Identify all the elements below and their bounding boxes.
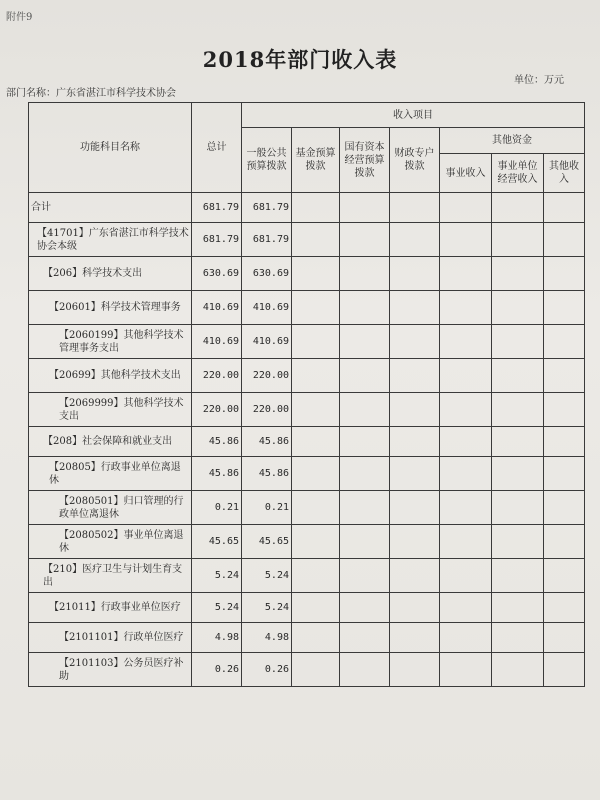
- empty-cell: [544, 193, 585, 223]
- empty-cell: [390, 593, 440, 623]
- empty-cell: [440, 559, 492, 593]
- empty-cell: [340, 525, 390, 559]
- empty-cell: [340, 593, 390, 623]
- empty-cell: [292, 525, 340, 559]
- row-name: 【21011】行政事业单位医疗: [29, 593, 192, 623]
- empty-cell: [544, 291, 585, 325]
- empty-cell: [390, 457, 440, 491]
- table-row: [29, 193, 585, 223]
- empty-cell: [340, 559, 390, 593]
- header-fund-budget: 基金预算拨款: [292, 128, 340, 193]
- empty-cell: [390, 257, 440, 291]
- table-row: [29, 559, 585, 593]
- empty-cell: [292, 393, 340, 427]
- row-name: 【2101101】行政单位医疗: [29, 623, 192, 653]
- row-general-budget: 410.69: [242, 325, 292, 359]
- empty-cell: [292, 653, 340, 687]
- empty-cell: [544, 623, 585, 653]
- row-total: 4.98: [192, 623, 242, 653]
- header-other-funds: 其他资金: [440, 128, 585, 154]
- row-name: 【41701】广东省湛江市科学技术协会本级: [29, 223, 192, 257]
- empty-cell: [440, 653, 492, 687]
- empty-cell: [390, 491, 440, 525]
- empty-cell: [492, 257, 544, 291]
- empty-cell: [340, 491, 390, 525]
- row-total: 681.79: [192, 193, 242, 223]
- page-title: 2018年部门收入表: [202, 47, 398, 72]
- empty-cell: [440, 325, 492, 359]
- table-row: [29, 393, 585, 427]
- empty-cell: [440, 291, 492, 325]
- empty-cell: [544, 653, 585, 687]
- header-unit-operating: 事业单位经营收入: [492, 154, 544, 193]
- empty-cell: [340, 193, 390, 223]
- row-total: 220.00: [192, 359, 242, 393]
- empty-cell: [544, 593, 585, 623]
- empty-cell: [390, 653, 440, 687]
- empty-cell: [390, 427, 440, 457]
- row-general-budget: 45.86: [242, 427, 292, 457]
- row-total: 5.24: [192, 593, 242, 623]
- table-row: [29, 653, 585, 687]
- row-total: 0.26: [192, 653, 242, 687]
- empty-cell: [340, 457, 390, 491]
- row-name: 合计: [29, 193, 192, 223]
- row-general-budget: 4.98: [242, 623, 292, 653]
- empty-cell: [390, 223, 440, 257]
- header-state-capital: 国有资本经营预算拨款: [340, 128, 390, 193]
- empty-cell: [492, 559, 544, 593]
- table-row: [29, 325, 585, 359]
- row-general-budget: 681.79: [242, 193, 292, 223]
- empty-cell: [544, 257, 585, 291]
- empty-cell: [440, 223, 492, 257]
- empty-cell: [390, 525, 440, 559]
- row-general-budget: 5.24: [242, 559, 292, 593]
- empty-cell: [544, 393, 585, 427]
- row-name: 【20601】科学技术管理事务: [29, 291, 192, 325]
- empty-cell: [292, 291, 340, 325]
- empty-cell: [340, 223, 390, 257]
- header-total: 总计: [192, 103, 242, 193]
- row-name: 【2069999】其他科学技术支出: [29, 393, 192, 427]
- row-total: 45.65: [192, 525, 242, 559]
- empty-cell: [390, 291, 440, 325]
- empty-cell: [440, 457, 492, 491]
- table-row: [29, 491, 585, 525]
- empty-cell: [292, 359, 340, 393]
- empty-cell: [492, 593, 544, 623]
- empty-cell: [340, 325, 390, 359]
- empty-cell: [492, 623, 544, 653]
- empty-cell: [492, 491, 544, 525]
- row-general-budget: 0.26: [242, 653, 292, 687]
- attachment-label: 附件9: [6, 12, 33, 23]
- row-general-budget: 5.24: [242, 593, 292, 623]
- empty-cell: [390, 393, 440, 427]
- empty-cell: [292, 623, 340, 653]
- row-total: 630.69: [192, 257, 242, 291]
- row-name: 【2080502】事业单位离退休: [29, 525, 192, 559]
- empty-cell: [440, 525, 492, 559]
- table-row: [29, 291, 585, 325]
- empty-cell: [440, 623, 492, 653]
- header-business-income: 事业收入: [440, 154, 492, 193]
- empty-cell: [492, 457, 544, 491]
- empty-cell: [440, 257, 492, 291]
- row-total: 45.86: [192, 457, 242, 491]
- header-general-budget: 一般公共预算拨款: [242, 128, 292, 193]
- empty-cell: [440, 427, 492, 457]
- empty-cell: [492, 427, 544, 457]
- row-general-budget: 220.00: [242, 393, 292, 427]
- row-name: 【2060199】其他科学技术管理事务支出: [29, 325, 192, 359]
- row-total: 220.00: [192, 393, 242, 427]
- income-table: [28, 102, 585, 687]
- row-name: 【20699】其他科学技术支出: [29, 359, 192, 393]
- empty-cell: [440, 593, 492, 623]
- header-income-items: 收入项目: [242, 103, 585, 128]
- empty-cell: [292, 325, 340, 359]
- empty-cell: [340, 393, 390, 427]
- empty-cell: [544, 223, 585, 257]
- header-fiscal-special: 财政专户拨款: [390, 128, 440, 193]
- empty-cell: [544, 525, 585, 559]
- empty-cell: [440, 491, 492, 525]
- empty-cell: [292, 223, 340, 257]
- row-name: 【20805】行政事业单位离退休: [29, 457, 192, 491]
- row-total: 45.86: [192, 427, 242, 457]
- row-general-budget: 0.21: [242, 491, 292, 525]
- row-total: 681.79: [192, 223, 242, 257]
- empty-cell: [492, 291, 544, 325]
- unit-label: 单位：万元: [514, 75, 564, 86]
- empty-cell: [340, 291, 390, 325]
- empty-cell: [292, 457, 340, 491]
- empty-cell: [492, 359, 544, 393]
- empty-cell: [340, 359, 390, 393]
- empty-cell: [544, 559, 585, 593]
- empty-cell: [440, 359, 492, 393]
- empty-cell: [492, 393, 544, 427]
- empty-cell: [390, 559, 440, 593]
- row-general-budget: 681.79: [242, 223, 292, 257]
- row-name: 【208】社会保障和就业支出: [29, 427, 192, 457]
- row-general-budget: 45.65: [242, 525, 292, 559]
- empty-cell: [544, 427, 585, 457]
- empty-cell: [340, 427, 390, 457]
- empty-cell: [390, 193, 440, 223]
- row-total: 5.24: [192, 559, 242, 593]
- empty-cell: [292, 491, 340, 525]
- table-row: [29, 457, 585, 491]
- table-row: [29, 525, 585, 559]
- empty-cell: [292, 559, 340, 593]
- row-general-budget: 45.86: [242, 457, 292, 491]
- header-item-name: 功能科目名称: [29, 103, 192, 193]
- row-name: 【2080501】归口管理的行政单位离退休: [29, 491, 192, 525]
- row-general-budget: 220.00: [242, 359, 292, 393]
- empty-cell: [544, 359, 585, 393]
- empty-cell: [340, 257, 390, 291]
- empty-cell: [292, 593, 340, 623]
- row-general-budget: 410.69: [242, 291, 292, 325]
- row-name: 【2101103】公务员医疗补助: [29, 653, 192, 687]
- empty-cell: [492, 325, 544, 359]
- empty-cell: [440, 193, 492, 223]
- table-row: [29, 623, 585, 653]
- row-total: 410.69: [192, 325, 242, 359]
- header-other-income: 其他收入: [544, 154, 585, 193]
- empty-cell: [340, 623, 390, 653]
- empty-cell: [492, 223, 544, 257]
- empty-cell: [544, 325, 585, 359]
- department-label: 部门名称：广东省湛江市科学技术协会: [6, 88, 176, 99]
- empty-cell: [340, 653, 390, 687]
- table-row: [29, 593, 585, 623]
- empty-cell: [390, 325, 440, 359]
- empty-cell: [292, 193, 340, 223]
- row-total: 0.21: [192, 491, 242, 525]
- row-name: 【210】医疗卫生与计划生育支出: [29, 559, 192, 593]
- table-row: [29, 427, 585, 457]
- table-row: [29, 223, 585, 257]
- empty-cell: [544, 491, 585, 525]
- empty-cell: [292, 257, 340, 291]
- empty-cell: [492, 525, 544, 559]
- empty-cell: [492, 193, 544, 223]
- empty-cell: [292, 427, 340, 457]
- row-total: 410.69: [192, 291, 242, 325]
- row-name: 【206】科学技术支出: [29, 257, 192, 291]
- empty-cell: [440, 393, 492, 427]
- empty-cell: [544, 457, 585, 491]
- table-row: [29, 257, 585, 291]
- empty-cell: [390, 623, 440, 653]
- table-row: [29, 359, 585, 393]
- row-general-budget: 630.69: [242, 257, 292, 291]
- empty-cell: [390, 359, 440, 393]
- empty-cell: [492, 653, 544, 687]
